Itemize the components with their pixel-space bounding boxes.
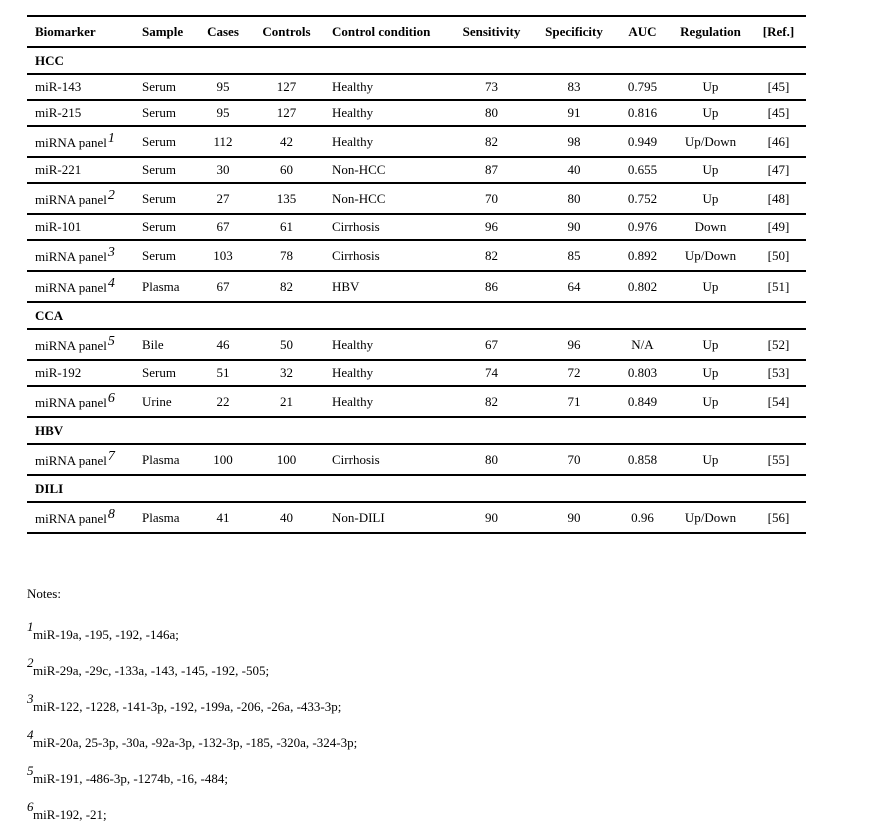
cell-regulation: Up bbox=[670, 74, 751, 100]
biomarker-name: miR-192 bbox=[35, 365, 82, 380]
footnote-marker: 1 bbox=[107, 131, 115, 146]
cell-auc: 0.849 bbox=[615, 386, 670, 417]
cell-biomarker bbox=[27, 386, 134, 417]
cell-regulation: Up bbox=[670, 183, 751, 214]
cell-controls: 40 bbox=[249, 502, 324, 533]
cell-controls: 60 bbox=[249, 157, 324, 183]
cell-cases: 67 bbox=[197, 271, 249, 302]
cell-auc: 0.752 bbox=[615, 183, 670, 214]
cell-sensitivity: 73 bbox=[450, 74, 533, 100]
cell-regulation: Down bbox=[670, 214, 751, 240]
table-row bbox=[27, 183, 806, 214]
cell-ref: [45] bbox=[751, 74, 806, 100]
cell-regulation: Up bbox=[670, 329, 751, 360]
header-control-condition: Control condition bbox=[324, 16, 450, 47]
footnote-marker: 6 bbox=[107, 391, 115, 406]
cell-specificity: 70 bbox=[533, 444, 615, 475]
note-number: 3 bbox=[27, 691, 34, 706]
table-row bbox=[27, 444, 806, 475]
table-body bbox=[27, 47, 806, 533]
cell-biomarker bbox=[27, 444, 134, 475]
cell-ref: [49] bbox=[751, 214, 806, 240]
cell-specificity: 83 bbox=[533, 74, 615, 100]
header-sample: Sample bbox=[134, 16, 197, 47]
cell-regulation: Up/Down bbox=[670, 126, 751, 157]
cell-sample: Serum bbox=[134, 74, 197, 100]
table-row bbox=[27, 74, 806, 100]
cell-sample: Serum bbox=[134, 360, 197, 386]
group-row bbox=[27, 475, 806, 502]
cell-sensitivity: 74 bbox=[450, 360, 533, 386]
biomarker-name: miRNA panel bbox=[35, 280, 107, 295]
cell-auc: 0.892 bbox=[615, 240, 670, 271]
cell-biomarker bbox=[27, 240, 134, 271]
cell-specificity: 90 bbox=[533, 502, 615, 533]
cell-auc: 0.802 bbox=[615, 271, 670, 302]
cell-ref: [48] bbox=[751, 183, 806, 214]
cell-regulation: Up/Down bbox=[670, 240, 751, 271]
cell-regulation: Up/Down bbox=[670, 502, 751, 533]
cell-sensitivity: 82 bbox=[450, 240, 533, 271]
cell-auc: 0.949 bbox=[615, 126, 670, 157]
cell-auc: 0.96 bbox=[615, 502, 670, 533]
cell-auc: 0.816 bbox=[615, 100, 670, 126]
cell-control-condition: Non-HCC bbox=[324, 183, 450, 214]
cell-auc: N/A bbox=[615, 329, 670, 360]
cell-control-condition: Healthy bbox=[324, 329, 450, 360]
note-item bbox=[27, 691, 342, 727]
header-auc: AUC bbox=[615, 16, 670, 47]
cell-controls: 50 bbox=[249, 329, 324, 360]
cell-ref: [45] bbox=[751, 100, 806, 126]
cell-cases: 95 bbox=[197, 74, 249, 100]
note-number: 4 bbox=[27, 727, 34, 742]
biomarker-name: miRNA panel bbox=[35, 249, 107, 264]
cell-regulation: Up bbox=[670, 271, 751, 302]
cell-control-condition: HBV bbox=[324, 271, 450, 302]
header-sensitivity: Sensitivity bbox=[450, 16, 533, 47]
cell-auc: 0.655 bbox=[615, 157, 670, 183]
cell-cases: 30 bbox=[197, 157, 249, 183]
group-row bbox=[27, 47, 806, 74]
cell-controls: 78 bbox=[249, 240, 324, 271]
footnote-marker: 7 bbox=[107, 449, 115, 464]
biomarker-name: miR-215 bbox=[35, 105, 82, 120]
cell-regulation: Up bbox=[670, 360, 751, 386]
cell-cases: 67 bbox=[197, 214, 249, 240]
cell-sample: Serum bbox=[134, 126, 197, 157]
cell-sensitivity: 70 bbox=[450, 183, 533, 214]
cell-control-condition: Cirrhosis bbox=[324, 444, 450, 475]
biomarker-table bbox=[27, 15, 806, 534]
note-item bbox=[27, 727, 358, 763]
cell-ref: [54] bbox=[751, 386, 806, 417]
header-regulation: Regulation bbox=[670, 16, 751, 47]
cell-controls: 127 bbox=[249, 100, 324, 126]
cell-sample: Serum bbox=[134, 100, 197, 126]
cell-regulation: Up bbox=[670, 444, 751, 475]
cell-sample: Plasma bbox=[134, 444, 197, 475]
cell-regulation: Up bbox=[670, 386, 751, 417]
table-row bbox=[27, 386, 806, 417]
cell-sensitivity: 82 bbox=[450, 126, 533, 157]
note-number: 1 bbox=[27, 619, 34, 634]
cell-controls: 100 bbox=[249, 444, 324, 475]
note-text: miR-191, -486-3p, -1274b, -16, -484; bbox=[33, 771, 228, 786]
footnote-marker: 4 bbox=[107, 276, 115, 291]
cell-specificity: 96 bbox=[533, 329, 615, 360]
table-row bbox=[27, 502, 806, 533]
table-row bbox=[27, 271, 806, 302]
cell-regulation: Up bbox=[670, 157, 751, 183]
biomarker-name: miRNA panel bbox=[35, 453, 107, 468]
biomarker-name: miRNA panel bbox=[35, 135, 107, 150]
cell-ref: [46] bbox=[751, 126, 806, 157]
cell-specificity: 40 bbox=[533, 157, 615, 183]
note-text: miR-192, -21; bbox=[33, 807, 107, 822]
cell-control-condition: Cirrhosis bbox=[324, 240, 450, 271]
biomarker-name: miR-143 bbox=[35, 79, 82, 94]
cell-auc: 0.803 bbox=[615, 360, 670, 386]
table-header-row bbox=[27, 16, 806, 47]
cell-sensitivity: 80 bbox=[450, 100, 533, 126]
cell-ref: [50] bbox=[751, 240, 806, 271]
biomarker-table-container bbox=[27, 15, 806, 534]
header-ref: [Ref.] bbox=[751, 16, 806, 47]
biomarker-name: miR-221 bbox=[35, 162, 82, 177]
note-number: 6 bbox=[27, 799, 34, 814]
cell-sample: Serum bbox=[134, 157, 197, 183]
note-item bbox=[27, 763, 228, 799]
cell-auc: 0.858 bbox=[615, 444, 670, 475]
group-label: CCA bbox=[27, 302, 806, 329]
cell-specificity: 64 bbox=[533, 271, 615, 302]
cell-cases: 46 bbox=[197, 329, 249, 360]
table-row bbox=[27, 329, 806, 360]
cell-sensitivity: 80 bbox=[450, 444, 533, 475]
cell-cases: 51 bbox=[197, 360, 249, 386]
footnote-marker: 5 bbox=[107, 334, 115, 349]
cell-specificity: 90 bbox=[533, 214, 615, 240]
note-text: miR-122, -1228, -141-3p, -192, -199a, -206, -26a, -433-3p; bbox=[33, 699, 342, 714]
group-label: HBV bbox=[27, 417, 806, 444]
cell-control-condition: Healthy bbox=[324, 386, 450, 417]
footnote-marker: 3 bbox=[107, 245, 115, 260]
note-item bbox=[27, 655, 270, 691]
cell-sample: Serum bbox=[134, 183, 197, 214]
cell-cases: 112 bbox=[197, 126, 249, 157]
cell-sensitivity: 87 bbox=[450, 157, 533, 183]
biomarker-name: miR-101 bbox=[35, 219, 82, 234]
cell-control-condition: Cirrhosis bbox=[324, 214, 450, 240]
footnote-marker: 8 bbox=[107, 507, 115, 522]
footnote-marker: 2 bbox=[107, 188, 115, 203]
note-text: miR-20a, 25-3p, -30a, -92a-3p, -132-3p, -185, -320a, -324-3p; bbox=[33, 735, 358, 750]
cell-sample: Serum bbox=[134, 214, 197, 240]
cell-biomarker bbox=[27, 271, 134, 302]
cell-specificity: 71 bbox=[533, 386, 615, 417]
cell-controls: 21 bbox=[249, 386, 324, 417]
header-specificity: Specificity bbox=[533, 16, 615, 47]
notes-section bbox=[27, 586, 358, 835]
cell-biomarker bbox=[27, 157, 134, 183]
notes-list bbox=[27, 619, 358, 835]
cell-controls: 32 bbox=[249, 360, 324, 386]
cell-cases: 27 bbox=[197, 183, 249, 214]
cell-auc: 0.976 bbox=[615, 214, 670, 240]
cell-sensitivity: 67 bbox=[450, 329, 533, 360]
cell-cases: 41 bbox=[197, 502, 249, 533]
cell-biomarker bbox=[27, 214, 134, 240]
cell-sensitivity: 82 bbox=[450, 386, 533, 417]
cell-cases: 100 bbox=[197, 444, 249, 475]
cell-biomarker bbox=[27, 502, 134, 533]
note-number: 5 bbox=[27, 763, 34, 778]
table-row bbox=[27, 214, 806, 240]
table-row bbox=[27, 360, 806, 386]
note-number: 2 bbox=[27, 655, 34, 670]
notes-title: Notes: bbox=[27, 586, 61, 601]
cell-control-condition: Healthy bbox=[324, 74, 450, 100]
cell-sample: Plasma bbox=[134, 502, 197, 533]
cell-ref: [56] bbox=[751, 502, 806, 533]
cell-sample: Plasma bbox=[134, 271, 197, 302]
cell-controls: 82 bbox=[249, 271, 324, 302]
cell-biomarker bbox=[27, 329, 134, 360]
cell-ref: [51] bbox=[751, 271, 806, 302]
table-row bbox=[27, 100, 806, 126]
cell-biomarker bbox=[27, 100, 134, 126]
note-text: miR-29a, -29c, -133a, -143, -145, -192, -505; bbox=[33, 663, 270, 678]
biomarker-name: miRNA panel bbox=[35, 338, 107, 353]
cell-cases: 103 bbox=[197, 240, 249, 271]
biomarker-name: miRNA panel bbox=[35, 192, 107, 207]
cell-specificity: 98 bbox=[533, 126, 615, 157]
cell-sample: Bile bbox=[134, 329, 197, 360]
table-row bbox=[27, 157, 806, 183]
cell-cases: 22 bbox=[197, 386, 249, 417]
cell-ref: [53] bbox=[751, 360, 806, 386]
cell-biomarker bbox=[27, 74, 134, 100]
cell-controls: 42 bbox=[249, 126, 324, 157]
cell-sensitivity: 96 bbox=[450, 214, 533, 240]
cell-sample: Serum bbox=[134, 240, 197, 271]
cell-specificity: 72 bbox=[533, 360, 615, 386]
table-row bbox=[27, 240, 806, 271]
cell-specificity: 80 bbox=[533, 183, 615, 214]
cell-ref: [47] bbox=[751, 157, 806, 183]
cell-regulation: Up bbox=[670, 100, 751, 126]
cell-specificity: 85 bbox=[533, 240, 615, 271]
group-label: DILI bbox=[27, 475, 806, 502]
cell-auc: 0.795 bbox=[615, 74, 670, 100]
biomarker-name: miRNA panel bbox=[35, 511, 107, 526]
cell-controls: 61 bbox=[249, 214, 324, 240]
cell-sample: Urine bbox=[134, 386, 197, 417]
group-row bbox=[27, 302, 806, 329]
header-controls: Controls bbox=[249, 16, 324, 47]
cell-control-condition: Healthy bbox=[324, 100, 450, 126]
cell-controls: 127 bbox=[249, 74, 324, 100]
biomarker-name: miRNA panel bbox=[35, 395, 107, 410]
cell-controls: 135 bbox=[249, 183, 324, 214]
cell-sensitivity: 90 bbox=[450, 502, 533, 533]
header-biomarker: Biomarker bbox=[27, 16, 134, 47]
cell-sensitivity: 86 bbox=[450, 271, 533, 302]
note-item bbox=[27, 619, 179, 655]
group-label: HCC bbox=[27, 47, 806, 74]
cell-control-condition: Non-HCC bbox=[324, 157, 450, 183]
header-cases: Cases bbox=[197, 16, 249, 47]
cell-control-condition: Healthy bbox=[324, 126, 450, 157]
cell-control-condition: Healthy bbox=[324, 360, 450, 386]
table-row bbox=[27, 126, 806, 157]
cell-specificity: 91 bbox=[533, 100, 615, 126]
cell-biomarker bbox=[27, 183, 134, 214]
cell-ref: [52] bbox=[751, 329, 806, 360]
cell-cases: 95 bbox=[197, 100, 249, 126]
group-row bbox=[27, 417, 806, 444]
cell-control-condition: Non-DILI bbox=[324, 502, 450, 533]
cell-ref: [55] bbox=[751, 444, 806, 475]
note-text: miR-19a, -195, -192, -146a; bbox=[33, 627, 179, 642]
cell-biomarker bbox=[27, 126, 134, 157]
cell-biomarker bbox=[27, 360, 134, 386]
